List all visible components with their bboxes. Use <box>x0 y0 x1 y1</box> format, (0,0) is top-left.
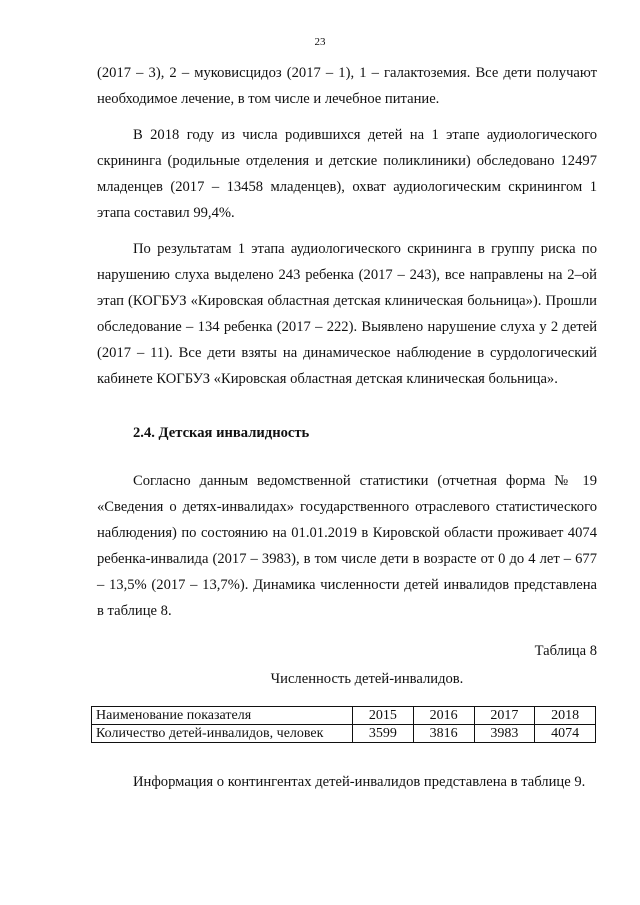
table-header-cell: 2017 <box>474 707 535 725</box>
table-cell: 4074 <box>535 725 596 743</box>
table-header-cell: 2015 <box>353 707 414 725</box>
table-cell: 3816 <box>413 725 474 743</box>
table-title: Численность детей-инвалидов. <box>270 671 464 687</box>
document-body <box>97 60 597 795</box>
table-header-cell: Наименование показателя <box>92 707 353 725</box>
table-cell: 3599 <box>353 725 414 743</box>
table-header-row <box>92 707 596 725</box>
table-cell: Количество детей-инвалидов, человек <box>92 725 353 743</box>
table-header-cell: 2018 <box>535 707 596 725</box>
paragraph-3: По результатам 1 этапа аудиологического скрининга в группу риска по нарушению слуха выделено 243 ребенка (2017 – 243), все направлены на 2–ой этап (КОГБУЗ «Кировская областная детская клиническая больница»). Прошли обследование – 134 ребенка (2017 – 222). Выявлено нарушение слуха у 2 детей (2017 – 11). Все дети взяты на динамическое наблюдение в сурдологический кабинете КОГБУЗ «Кировская областная детская клиническая больница». <box>97 241 597 387</box>
paragraph-5: Информация о контингентах детей-инвалидов представлена в таблице 9. <box>133 774 586 790</box>
table-header-cell: 2016 <box>413 707 474 725</box>
paragraph-4: Согласно данным ведомственной статистики (отчетная форма № 19 «Сведения о детях-инвалидах» государственного отраслевого статистического наблюдения) по состоянию на 01.01.2019 в Кировской области проживает 4074 ребенка-инвалида (2017 – 3983), в том числе дети в возрасте от 0 до 4 лет – 677 – 13,5% (2017 – 13,7%). Динамика численности детей инвалидов представлена в таблице 8. <box>97 473 597 619</box>
table-cell: 3983 <box>474 725 535 743</box>
page-number: 23 <box>314 36 326 48</box>
paragraph-1: (2017 – 3), 2 – муковисцидоз (2017 – 1), 1 – галактоземия. Все дети получают необходимое лечение, в том числе и лечебное питание. <box>97 65 597 107</box>
paragraph-2: В 2018 году из числа родившихся детей на 1 этапе аудиологического скрининга (родильные отделения и детские поликлиники) обследовано 12497 младенцев (2017 – 13458 младенцев), охват аудиологическим скринингом 1 этапа составил 99,4%. <box>97 127 597 221</box>
section-heading: 2.4. Детская инвалидность <box>133 425 310 441</box>
table-label: Таблица 8 <box>534 643 597 659</box>
disabled-children-table <box>91 706 596 743</box>
table-row <box>92 725 596 743</box>
